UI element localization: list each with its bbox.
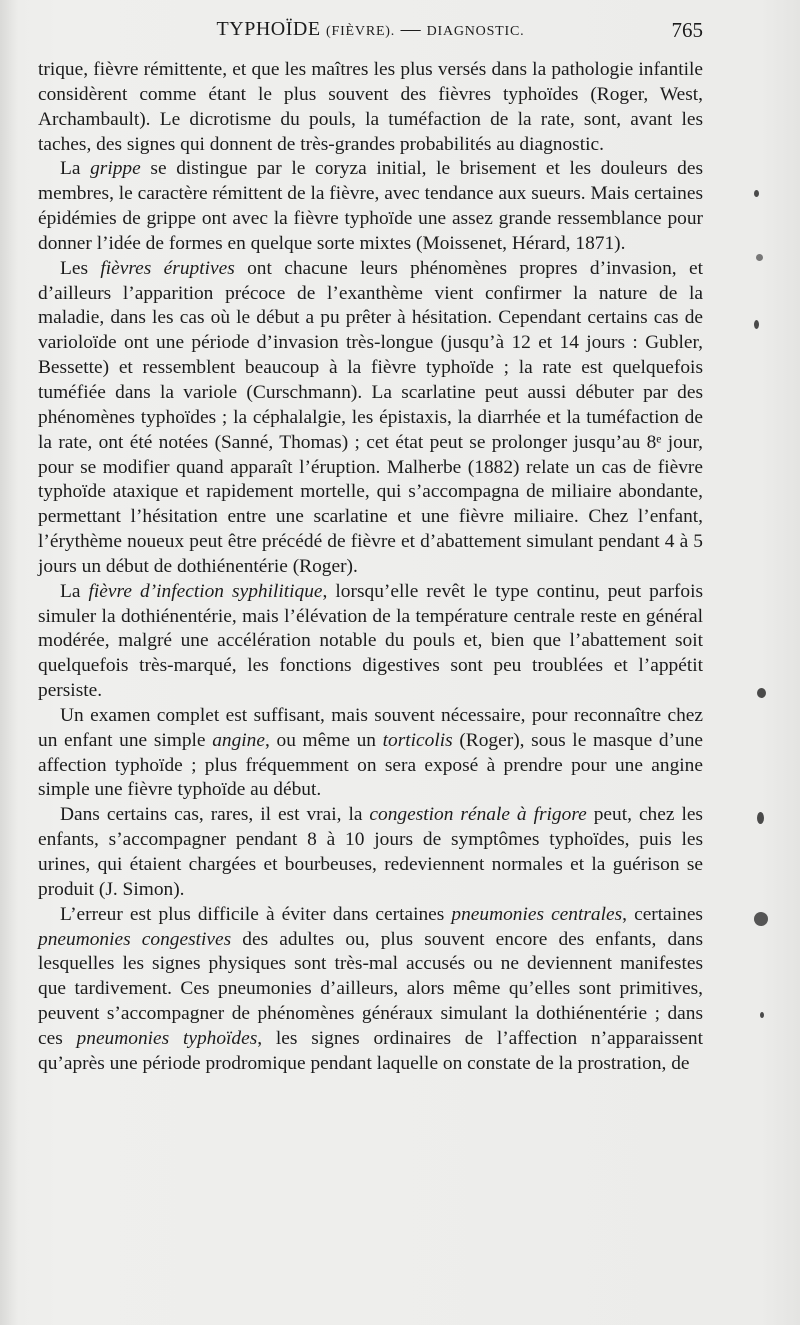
page-number: 765 bbox=[671, 18, 703, 42]
italic-term: fièvre d’infection syphilitique bbox=[88, 580, 323, 602]
italic-term: congestion rénale à frigore bbox=[369, 804, 587, 826]
italic-term: pneumonies congestives bbox=[38, 928, 232, 950]
running-header bbox=[38, 18, 703, 48]
paragraph bbox=[38, 903, 703, 1077]
text-run: La bbox=[60, 158, 91, 180]
paragraph bbox=[38, 58, 703, 157]
text-run: , ou même un bbox=[264, 729, 383, 751]
paragraph bbox=[38, 803, 703, 902]
title-section: DIAGNOSTIC. bbox=[426, 24, 525, 39]
title-paren: (FIÈVRE). bbox=[326, 24, 396, 39]
text-run: , les signes ordinaires de l’affection n’apparaissent qu’après une période prodromique pendant laquelle on constate de la prostration, de bbox=[38, 1027, 703, 1074]
text-run: Les bbox=[60, 257, 101, 279]
margin-speck bbox=[757, 812, 764, 824]
italic-term: pneumonies centrales bbox=[451, 903, 623, 925]
text-run: peut, chez les enfants, s’accompagner pendant 8 à 10 jours de symptômes typhoïdes, puis les urines, qui étaient chargées et bourbeuses, redeviennent normales et la guérison se produit (J. Simon). bbox=[38, 804, 703, 900]
text-run: Dans certains cas, rares, il est vrai, la bbox=[60, 804, 370, 826]
italic-term: torticolis bbox=[382, 729, 453, 751]
margin-speck bbox=[760, 1012, 764, 1018]
title-dash: — bbox=[400, 18, 422, 40]
text-run: se distingue par le coryza initial, le brisement et les douleurs des membres, le caractère rémittent de la fièvre, avec tendance aux sueurs. Mais certaines épidémies de grippe ont avec la fièvre typhoïde une assez grande ressemblance pour donner l’idée de formes en quelque sorte mixtes (Moissenet, Hérard, 1871). bbox=[38, 158, 703, 254]
text-run: , lorsqu’elle revêt le type continu, peut parfois simuler la dothiénentérie, mais l’élévation de la température centrale reste en général modérée, malgré une accélération notable du pouls et, bien que l’abattement soit quelquefois très-marqué, les fonctions digestives sont peu troublées et l’appétit persiste. bbox=[38, 580, 703, 702]
italic-term: fièvres éruptives bbox=[100, 257, 235, 279]
paragraph bbox=[38, 580, 703, 704]
text-run: des adultes ou, plus souvent encore des enfants, dans lesquelles les signes physiques sont très-mal accusés ou ne deviennent manifestes que tardivement. Ces pneumonies d’ailleurs, alors même qu’elles sont primitives, peuvent s’accompagner de phénomènes généraux simulant la dothiénentérie ; dans ces bbox=[38, 928, 703, 1049]
text-run: (Roger), sous le masque d’une affection typhoïde ; plus fréquemment on sera exposé à prendre pour une angine simple une fièvre typhoïde au début. bbox=[38, 729, 704, 801]
text-run: ont chacune leurs phénomènes propres d’invasion, et d’ailleurs l’apparition précoce de l’exanthème vient confirmer la nature de la maladie, dans les cas où le début a pu prêter à hésitation. Cependant certains cas de varioloïde ont une période d’invasion très-longue (jusqu’à 12 et 14 jours : Gubler, Bessette) et ressemblent beaucoup à la fièvre typhoïde ; la rate est quelquefois tuméfiée dans la variole (Curschmann). La scarlatine peut aussi débuter par des phénomènes typhoïdes ; la céphalalgie, les épistaxis, la diarrhée et la tuméfaction de la rate, ont été notées (Sanné, Thomas) ; cet état peut se prolonger jusqu’au 8ᵉ jour, pour se modifier quand apparaît l’éruption. Malherbe (1882) relate un cas de fièvre typhoïde ataxique et rapidement mortelle, qui s’accompagna de miliaire abondante, permettant l’hésitation entre une scarlatine et une fièvre miliaire. Chez l’enfant, l’érythème noueux peut être précédé de fièvre et d’abattement simulant pendant 4 à 5 jours un début de dothiénentérie (Roger). bbox=[38, 257, 703, 577]
paragraph bbox=[38, 157, 703, 256]
paragraph bbox=[38, 257, 703, 580]
italic-term: grippe bbox=[90, 158, 141, 180]
margin-speck bbox=[754, 912, 768, 926]
text-run: L’erreur est plus difficile à éviter dans certaines bbox=[60, 903, 452, 925]
margin-speck bbox=[754, 190, 759, 197]
italic-term: angine bbox=[212, 729, 265, 751]
text-run: , certaines bbox=[622, 903, 703, 925]
paragraph bbox=[38, 704, 703, 803]
text-run: Un examen complet est suffisant, mais souvent nécessaire, pour reconnaître chez un enfant une simple bbox=[38, 704, 703, 751]
running-title bbox=[38, 18, 703, 41]
body-text bbox=[38, 58, 703, 1077]
title-main: TYPHOÏDE bbox=[216, 18, 321, 40]
text-run: La bbox=[60, 580, 89, 602]
text-run: trique, fièvre rémittente, et que les maîtres les plus versés dans la pathologie infantile considèrent comme étant le plus souvent des fièvres typhoïdes (Roger, West, Archambault). Le dicrotisme du pouls, la tuméfaction de la rate, sont, avant les taches, des signes qui donnent de très-grandes probabilités au diagnostic. bbox=[38, 59, 703, 155]
margin-speck bbox=[756, 254, 763, 261]
margin-speck bbox=[757, 688, 766, 698]
italic-term: pneumonies typhoïdes bbox=[76, 1027, 258, 1049]
margin-speck bbox=[754, 320, 759, 329]
